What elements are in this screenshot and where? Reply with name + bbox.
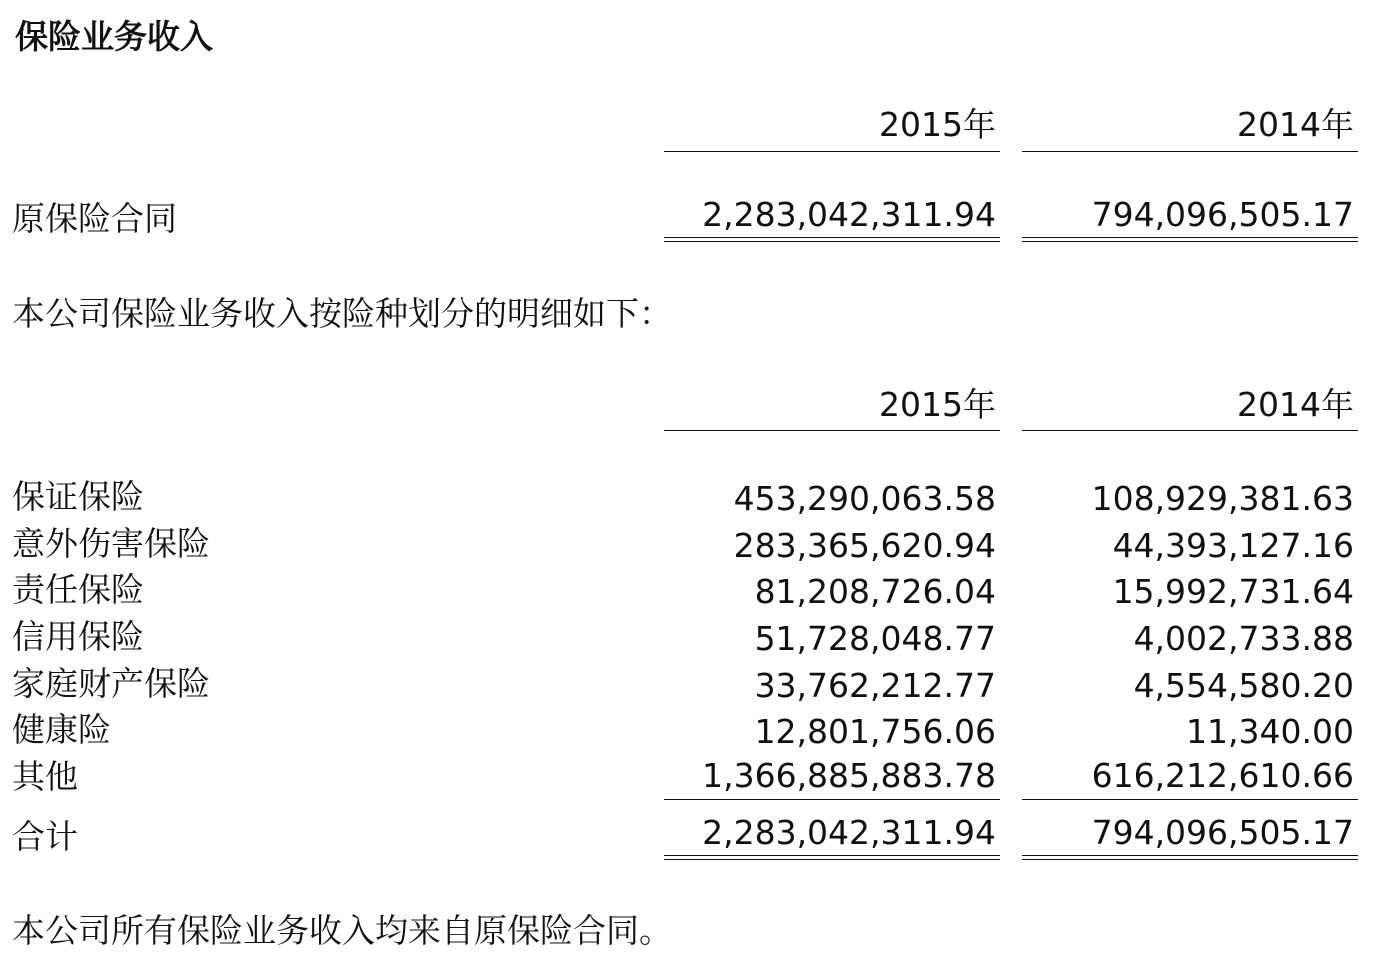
table-row-value-2014: 4,002,733.88 — [1133, 619, 1354, 658]
table-row-value-2014: 44,393,127.16 — [1112, 526, 1354, 565]
table1-header-rule-2015 — [664, 151, 1000, 152]
table1-header-2015: 2015年 — [879, 105, 996, 144]
table-row-value-2014: 11,340.00 — [1186, 712, 1354, 751]
table-row-label: 健康险 — [12, 710, 111, 749]
total-rule-2015 — [664, 855, 1000, 860]
subtotal-rule-2014 — [1022, 799, 1358, 800]
total-rule-2014 — [1022, 855, 1358, 860]
table1-total-rule-2015 — [664, 237, 1000, 242]
table1-total-rule-2014 — [1022, 237, 1358, 242]
table-row-label: 保证保险 — [12, 477, 144, 516]
table2-header-2015: 2015年 — [879, 385, 996, 424]
table-row-value-2015: 33,762,212.77 — [754, 666, 996, 705]
table-row-value-2014: 616,212,610.66 — [1091, 756, 1354, 795]
total-value-2014: 794,096,505.17 — [1091, 813, 1354, 852]
table-row-value-2015: 51,728,048.77 — [754, 619, 996, 658]
table2-header-rule-2015 — [664, 430, 1000, 431]
total-label: 合计 — [12, 817, 78, 856]
table-row-label: 家庭财产保险 — [12, 664, 210, 703]
subtotal-rule-2015 — [664, 799, 1000, 800]
table-row-value-2014: 108,929,381.63 — [1091, 479, 1354, 518]
table-row-value-2015: 453,290,063.58 — [733, 479, 996, 518]
table-row-value-2014: 15,992,731.64 — [1112, 572, 1354, 611]
table-row-value-2015: 12,801,756.06 — [754, 712, 996, 751]
total-value-2015: 2,283,042,311.94 — [702, 813, 996, 852]
table-row-label: 意外伤害保险 — [12, 524, 210, 563]
table-row-value-2015: 81,208,726.04 — [754, 572, 996, 611]
table-row-label: 信用保险 — [12, 617, 144, 656]
table2-header-rule-2014 — [1022, 430, 1358, 431]
table1-header-2014: 2014年 — [1237, 105, 1354, 144]
table-row-label: 其他 — [12, 757, 78, 796]
table-row-value-2015: 1,366,885,883.78 — [702, 756, 996, 795]
intro-text: 本公司保险业务收入按险种划分的明细如下： — [12, 294, 672, 333]
section-title: 保险业务收入 — [15, 17, 213, 56]
table-row-label: 责任保险 — [12, 570, 144, 609]
table1-row-label: 原保险合同 — [12, 199, 177, 238]
table-row-value-2014: 4,554,580.20 — [1133, 666, 1354, 705]
table1-row-value-2014: 794,096,505.17 — [1091, 195, 1354, 234]
footer-text: 本公司所有保险业务收入均来自原保险合同。 — [12, 911, 672, 950]
table-row-value-2015: 283,365,620.94 — [733, 526, 996, 565]
table1-row-value-2015: 2,283,042,311.94 — [702, 195, 996, 234]
table2-header-2014: 2014年 — [1237, 385, 1354, 424]
table1-header-rule-2014 — [1022, 151, 1358, 152]
